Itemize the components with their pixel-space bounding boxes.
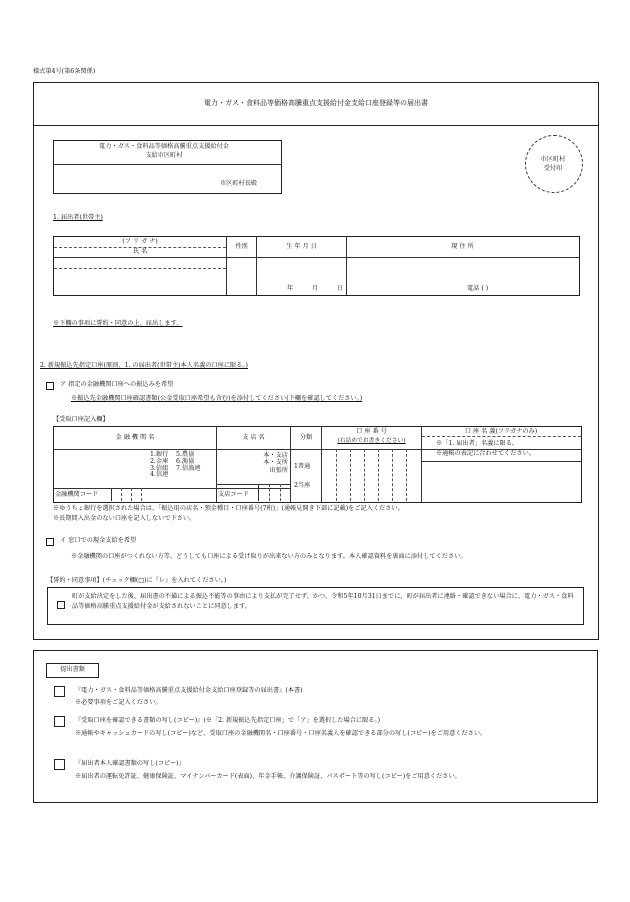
holder-note2: ※通帳の表記に合わせてください。 <box>436 450 535 457</box>
branch-types <box>255 452 288 474</box>
account-type-1: 1普通 <box>294 463 311 470</box>
docs-label: 提出書類 <box>60 666 85 673</box>
branch-type-3: 出張所 <box>269 466 288 474</box>
option-i-checkbox[interactable] <box>46 538 54 546</box>
bank-type-7: 7.信漁連 <box>176 464 201 472</box>
doc1-checkbox[interactable] <box>54 686 65 697</box>
account-label: 【受取口座記入欄】 <box>53 416 109 423</box>
bank-type-3: 3.信組 <box>150 464 169 472</box>
branch-code-label: 支店コード <box>218 491 249 498</box>
bank-type-6: 6.漁協 <box>176 457 195 465</box>
bank-type-1: 1.銀行 <box>150 451 169 458</box>
section2-heading: 2. 新規振込先指定口座(原則、1. の届出者(世帯主)本人名義の口座に限る。) <box>40 362 248 369</box>
reception-stamp <box>525 135 583 193</box>
name-label: 氏 名 <box>132 248 148 255</box>
option-i-note: ※金融機関の口座がつくれない方等、どうしても口座による受け取りが出来ない方のみとなります。本人確認資料を裏面に添付してください。 <box>71 553 467 560</box>
birth-label: 生 年 月 日 <box>286 243 317 250</box>
recipient-mayor: 市区町村長殿 <box>220 180 258 187</box>
doc3-checkbox[interactable] <box>54 759 65 770</box>
bank-type-4: 4.信連 <box>150 471 169 479</box>
option-i-label: イ 窓口での現金支給を希望 <box>60 537 137 544</box>
form-number: 様式第4号(第6条関係) <box>33 68 96 75</box>
section1-heading: 1. 届出者(世帯主) <box>53 214 103 221</box>
col-holder-header: 口 座 名 義(フリガナのみ) <box>464 428 538 435</box>
doc1-note: ※必要事項をご記入ください。 <box>75 699 162 706</box>
address-label: 現 住 所 <box>451 243 474 250</box>
bank-types-right <box>176 452 200 472</box>
gender-label: 性別 <box>235 243 248 250</box>
recipient-line2: 支給市区町村 <box>145 152 183 159</box>
bank-code-label: 金融機関コード <box>55 491 99 498</box>
pledge-checkbox[interactable] <box>57 601 65 609</box>
col-branch-header: 支 店 名 <box>242 434 265 441</box>
doc2-label: 『受取口座を確認できる書類の写し(コピー)』(※「2. 新規振込先指定口座」で「ア」を選択した場合に限る。) <box>75 717 380 724</box>
col-type-header: 分類 <box>299 434 313 441</box>
col-number-header: 口 座 番 号 <box>356 428 387 435</box>
recipient-line1: 電力・ガス・食料品等価格高騰重点支援給付金 <box>99 143 229 150</box>
bank-types-left <box>150 452 168 479</box>
bank-type-2: 2.金庫 <box>150 457 169 465</box>
pledge-heading: 【誓約・同意事項】(チェック欄(□)に『レ』を入れてください。) <box>47 577 227 584</box>
stamp-line2: 受付印 <box>543 165 563 172</box>
branch-type-2: 本・支所 <box>263 459 288 467</box>
furigana-label: (フ リ ガ ナ) <box>122 238 158 245</box>
option-a-label: ア 指定の金融機関口座への振込みを希望 <box>60 381 174 388</box>
option-a-checkbox[interactable] <box>46 382 54 390</box>
doc3-label: 『届出者本人確認書類の写し(コピー)』 <box>75 760 185 767</box>
option-a-note: ※振込先金融機関口座確認書類(公金受取口座希望も含む)を添付してください(下欄を確認してください。) <box>71 395 363 402</box>
month-label: 月 <box>312 285 319 292</box>
year-label: 年 <box>287 285 294 292</box>
doc2-checkbox[interactable] <box>54 716 65 727</box>
account-type-2: 2当座 <box>294 482 311 489</box>
holder-note1: ※「1. 届出者」名義に限る。 <box>436 440 519 447</box>
form-title: 電力・ガス・食料品等価格高騰重点支援給付金支給口座登録等の届出書 <box>204 99 428 107</box>
phone-label: 電話 ( ) <box>467 285 489 292</box>
pledge-note: ※下欄の事項に誓約・同意の上、届出します。 <box>53 320 183 327</box>
yucho-note: ※ゆうちょ銀行を選択された場合は、「振込用の店名・預金種目・口座番号(7桁)」(通帳見開き下部に記載)をご記入ください。 <box>53 505 404 512</box>
long-term-note: ※長期間入出金のない口座を記入しないで下さい。 <box>53 515 196 522</box>
branch-type-1: 本・支店 <box>263 452 288 459</box>
doc1-label: 『電力・ガス・食料品等価格高騰重点支援給付金支給口座登録等の届出書』(本書) <box>75 687 303 694</box>
col-bank-header: 金 融 機 関 名 <box>115 434 155 441</box>
doc3-note: ※届出者の運転免許証、健康保険証、マイナンバーカード(表面)、年金手帳、介護保険証、パスポート等の写し(コピー)をご用意ください。 <box>75 773 461 780</box>
pledge-text: 町が支給決定をした後、届出書の不備による振込不能等の事由により支払が完了せず、かつ、令和5年10月31日までに、町が届出者に連絡・確認できない場合に、電力・ガス・食料品等価格高騰重点支援給付金が支給されないことに同意します。 <box>72 593 574 610</box>
bank-type-5: 5.農協 <box>176 451 195 458</box>
col-number-sub: (右詰めでお書きください) <box>337 438 406 444</box>
day-label: 日 <box>337 285 344 292</box>
stamp-line1: 市区町村 <box>540 156 566 163</box>
doc2-note: ※通帳やキャッシュカードの写し(コピー)など、受取口座の金融機関名・口座番号・口座名義人を確認できる部分の写し(コピー)をご用意ください。 <box>75 730 487 737</box>
